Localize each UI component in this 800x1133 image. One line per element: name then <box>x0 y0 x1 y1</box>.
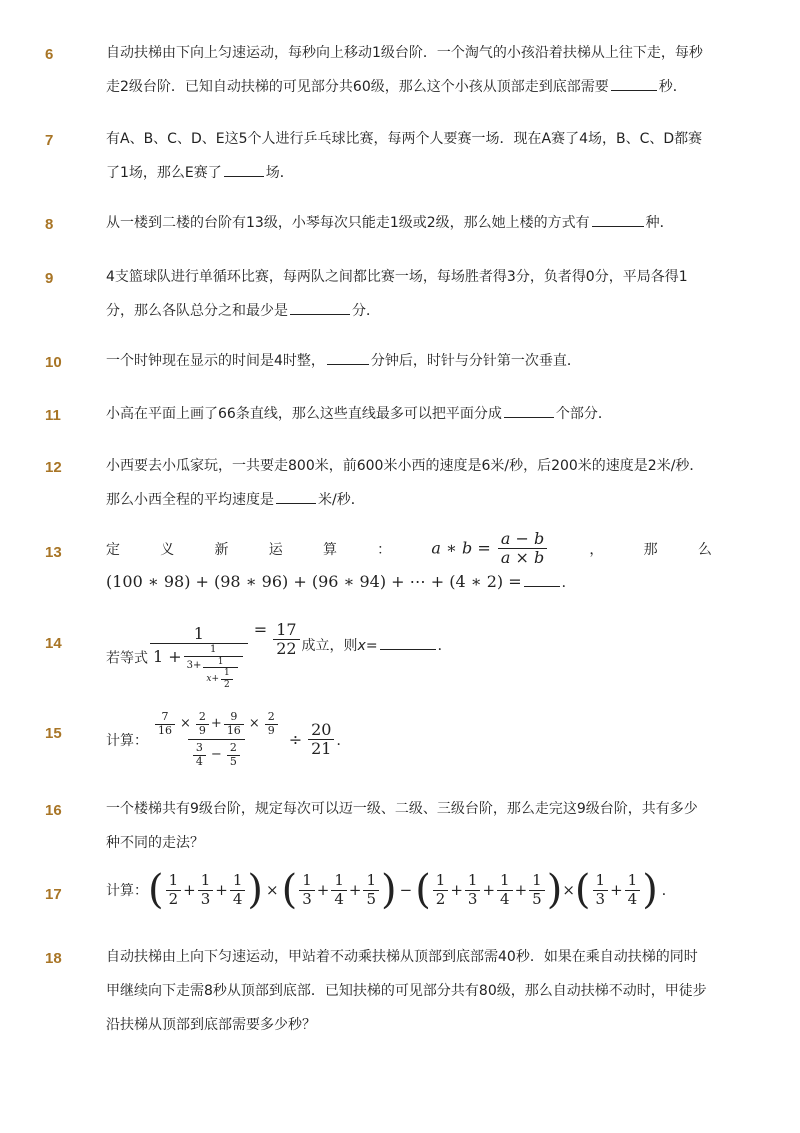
denominator: 4 <box>193 755 206 769</box>
question-number: 9 <box>45 270 54 287</box>
numerator: 1 <box>435 871 446 890</box>
text-line: 沿扶梯从顶部到底部需要多少秒？ <box>106 1017 316 1033</box>
text-line: 一个楼梯共有9级台阶，规定每次可以迈一级、二级、三级台阶，那么走完这9级台阶，共有多少 <box>106 801 698 817</box>
text-char: 算 <box>322 541 337 558</box>
paren: ( <box>574 867 591 913</box>
question-number: 17 <box>45 886 62 903</box>
text-line <box>106 294 716 328</box>
formula-lhs: a ∗ b = <box>431 538 491 558</box>
fraction <box>196 711 209 737</box>
fraction <box>227 742 240 768</box>
question-number: 18 <box>45 950 62 967</box>
fraction <box>230 872 246 908</box>
fraction <box>155 711 175 737</box>
numerator: a − b <box>500 529 545 548</box>
text-char: 么 <box>697 541 712 558</box>
denominator: 4 <box>497 890 513 908</box>
text-segment: 米/秒． <box>318 492 365 508</box>
operator: × <box>266 881 279 899</box>
denominator: 3 <box>465 890 481 908</box>
denominator <box>188 739 245 768</box>
denominator: 5 <box>227 755 240 769</box>
fraction <box>265 711 278 737</box>
text-char: 义 <box>160 541 175 558</box>
numerator: 20 <box>311 719 332 739</box>
text-segment: ． <box>661 883 676 899</box>
question-number: 6 <box>45 46 54 63</box>
operator: − <box>399 881 413 899</box>
text-line: 自动扶梯由下向上匀速运动，每秒向上移动1级台阶．一个淘气的小孩沿着扶梯从上往下走，每秒 <box>106 45 703 61</box>
question-number: 16 <box>45 802 62 819</box>
numerator: 1 <box>334 871 344 890</box>
numerator: 1 <box>168 871 179 890</box>
text-segment: 走2级台阶．已知自动扶梯的可见部分共60级，那么这个小孩从顶部走到底部需要 <box>106 79 609 95</box>
fraction <box>221 668 233 690</box>
question-number: 11 <box>45 407 61 424</box>
numerator: 1 <box>532 871 542 890</box>
answer-blank[interactable] <box>224 160 264 177</box>
expression: (100 ∗ 98) + (98 ∗ 96) + (96 ∗ 94) + ⋯ + (4 ∗ 2) = <box>106 571 522 591</box>
text-char: 定 <box>106 541 120 558</box>
fraction <box>497 872 513 908</box>
text-segment: 计算： <box>106 883 148 899</box>
text-line: 甲继续向下走需8秒从顶部到底部．已知扶梯的可见部分共有80级，那么自动扶梯不动时，甲徒步 <box>106 983 707 999</box>
answer-blank[interactable] <box>380 633 436 650</box>
denominator <box>184 656 243 690</box>
text-line <box>106 344 716 378</box>
fraction <box>433 872 449 908</box>
question-number: 13 <box>45 544 62 561</box>
denominator: 4 <box>230 890 246 908</box>
fraction <box>299 872 315 908</box>
text-segment: 小高在平面上画了66条直线，那么这些直线最多可以把平面分成 <box>106 406 502 422</box>
text-line <box>106 397 716 431</box>
text-segment: 那么小西全程的平均速度是 <box>106 492 274 508</box>
fraction <box>193 742 206 768</box>
question-text <box>106 619 716 690</box>
question-number: 15 <box>45 725 62 742</box>
denominator: 4 <box>331 890 347 908</box>
numerator: 1 <box>467 871 478 890</box>
text-segment: 分． <box>352 303 380 319</box>
fraction <box>184 644 243 690</box>
paren: ) <box>247 867 264 913</box>
operator: + <box>210 715 222 731</box>
fraction <box>363 872 379 908</box>
text-segment: ． <box>561 574 576 591</box>
numerator: 1 <box>302 871 312 890</box>
numerator: 1 <box>595 871 606 890</box>
answer-blank[interactable] <box>276 487 316 504</box>
answer-blank[interactable] <box>504 401 554 418</box>
numerator: 1 <box>366 871 376 890</box>
text-segment: 种． <box>645 215 674 231</box>
text-segment: 计算： <box>106 732 148 749</box>
text-segment: 场． <box>265 165 294 181</box>
question-text <box>106 940 716 1042</box>
denominator: 21 <box>308 739 334 758</box>
text-segment: 个部分． <box>555 406 612 422</box>
text-line: 自动扶梯由上向下匀速运动，甲站着不动乘扶梯从顶部到底部需40秒．如果在乘自动扶梯的同时 <box>106 949 698 965</box>
text-segment: 3+ <box>186 659 202 671</box>
text-segment <box>302 638 452 654</box>
paren: ) <box>381 867 397 913</box>
numerator: 1 <box>193 624 204 643</box>
continued-fraction <box>150 625 248 690</box>
fraction <box>465 872 481 908</box>
numerator: 2 <box>229 741 237 755</box>
denominator: 16 <box>224 724 244 738</box>
denominator: 3 <box>198 890 214 908</box>
question-text <box>106 344 716 378</box>
paren: ( <box>415 867 431 913</box>
text-char: ： <box>377 541 392 558</box>
question-text <box>106 397 716 431</box>
equals-sign: = <box>253 619 268 639</box>
denominator: a × b <box>498 548 547 567</box>
operator: − <box>210 746 222 762</box>
fraction <box>331 872 347 908</box>
question-text <box>106 206 716 240</box>
question-number: 7 <box>45 132 54 149</box>
expression-line <box>106 572 716 592</box>
text-segment: = <box>365 638 378 654</box>
denominator: 2 <box>221 679 233 690</box>
denominator: 9 <box>196 724 209 738</box>
denominator: 2 <box>166 890 182 908</box>
question-text <box>106 867 716 913</box>
numerator <box>150 711 283 739</box>
text-line <box>106 156 716 190</box>
numerator: 1 <box>224 668 230 679</box>
text-segment: 秒． <box>658 79 687 95</box>
answer-blank[interactable] <box>327 348 369 365</box>
numerator: 1 <box>232 871 243 890</box>
fraction <box>224 711 244 737</box>
text-line <box>106 206 716 240</box>
text-line: 种不同的走法？ <box>106 835 204 851</box>
denominator: 5 <box>529 890 545 908</box>
denominator: 4 <box>625 890 641 908</box>
question-number: 10 <box>45 354 62 371</box>
denominator: 22 <box>273 639 299 658</box>
question-text <box>106 530 716 592</box>
fraction <box>593 872 609 908</box>
variable: x <box>357 638 366 654</box>
text-segment: ． <box>336 732 351 749</box>
question-number: 14 <box>45 635 62 652</box>
question-text <box>106 36 716 104</box>
numerator: 1 <box>217 656 224 667</box>
definition-line <box>106 530 712 568</box>
numerator: 17 <box>276 620 297 639</box>
text-segment: ． <box>437 638 452 654</box>
operator: × <box>248 715 260 731</box>
text-segment: 了1场，那么E赛了 <box>106 165 222 181</box>
numerator: 1 <box>627 871 638 890</box>
answer-blank[interactable] <box>592 210 644 227</box>
denominator: 9 <box>265 724 278 738</box>
text-line: 有A、B、C、D、E这5个人进行乒乓球比赛，每两个人要赛一场．现在A赛了4场，B、C、D都赛 <box>106 131 703 147</box>
fraction <box>203 657 237 690</box>
operator: × <box>562 881 575 899</box>
text-segment: 若等式 <box>106 650 148 667</box>
fraction <box>625 872 641 908</box>
question-number: 8 <box>45 216 54 233</box>
fraction <box>198 872 214 908</box>
question-text <box>106 449 716 517</box>
numerator: 3 <box>195 741 203 755</box>
text-char: 新 <box>214 541 229 558</box>
numerator: 9 <box>230 710 238 723</box>
denominator: 3 <box>299 890 315 908</box>
text-char: 运 <box>268 541 283 558</box>
question-text <box>106 260 716 328</box>
answer-blank[interactable] <box>611 74 657 91</box>
text-segment: 分钟后，时针与分针第一次垂直． <box>370 353 581 369</box>
expression: ( $\frac{1}{2}$ + $\frac{1}{3}$ + $\frac{1}{4}$ ) × ( $\frac{1}{3}$ + $\frac{1}{4}$ + $\frac{1}{5}$ ) − ( $\frac{1}{2}$ + $\frac{1}{3}$ + $\frac{1}{4}$ + $\frac{1}{5}$ ) × ( $\frac{1}{3}$ + $\frac{1}{4}$ ) <box>148 867 658 913</box>
numerator: 7 <box>161 710 169 723</box>
numerator: 2 <box>198 710 206 723</box>
numerator: 2 <box>267 710 275 723</box>
definition-formula <box>431 530 549 568</box>
text-segment: 分，那么各队总分之和最少是 <box>106 303 288 319</box>
numerator: 1 <box>500 871 510 890</box>
question-text <box>106 122 716 190</box>
text-segment: 1 + <box>153 647 182 667</box>
text-segment: 一个时钟现在显示的时间是4时整， <box>106 353 325 369</box>
text-char: 那 <box>643 541 658 558</box>
compound-fraction <box>150 711 283 769</box>
numerator: 1 <box>210 644 217 656</box>
text-line: 4支篮球队进行单循环比赛，每两队之间都比赛一场，每场胜者得3分，负者得0分，平局各得1 <box>106 269 688 285</box>
text-segment: 从一楼到二楼的台阶有13级，小琴每次只能走1级或2级，那么她上楼的方式有 <box>106 215 590 231</box>
text-line <box>106 70 716 104</box>
text-line: 小西要去小瓜家玩，一共要走800米，前600米小西的速度是6米/秒，后200米的速度是2米/秒． <box>106 458 704 474</box>
text-segment: 成立，则 <box>301 638 358 654</box>
denominator: 3 <box>593 890 609 908</box>
paren: ) <box>642 867 658 913</box>
fraction <box>498 530 547 568</box>
question-text <box>106 792 716 860</box>
text-line <box>106 483 716 517</box>
question-number: 12 <box>45 459 62 476</box>
question-text <box>106 711 716 769</box>
denominator <box>150 643 248 690</box>
numerator: 1 <box>200 871 211 890</box>
operator: × <box>180 715 191 731</box>
denominator <box>203 667 237 690</box>
denominator: 5 <box>363 890 379 908</box>
text-char: ， <box>589 541 604 558</box>
paren: ) <box>546 867 563 913</box>
denominator: 2 <box>433 890 449 908</box>
fraction <box>273 621 299 659</box>
fraction <box>308 721 334 759</box>
text-segment: x+ <box>206 673 220 684</box>
fraction <box>166 872 182 908</box>
denominator: 16 <box>155 724 175 738</box>
answer-blank[interactable] <box>524 572 560 587</box>
paren: ( <box>281 867 298 913</box>
answer-blank[interactable] <box>290 298 350 315</box>
operator: ÷ <box>288 730 303 750</box>
fraction <box>529 872 545 908</box>
paren: ( <box>148 867 164 913</box>
